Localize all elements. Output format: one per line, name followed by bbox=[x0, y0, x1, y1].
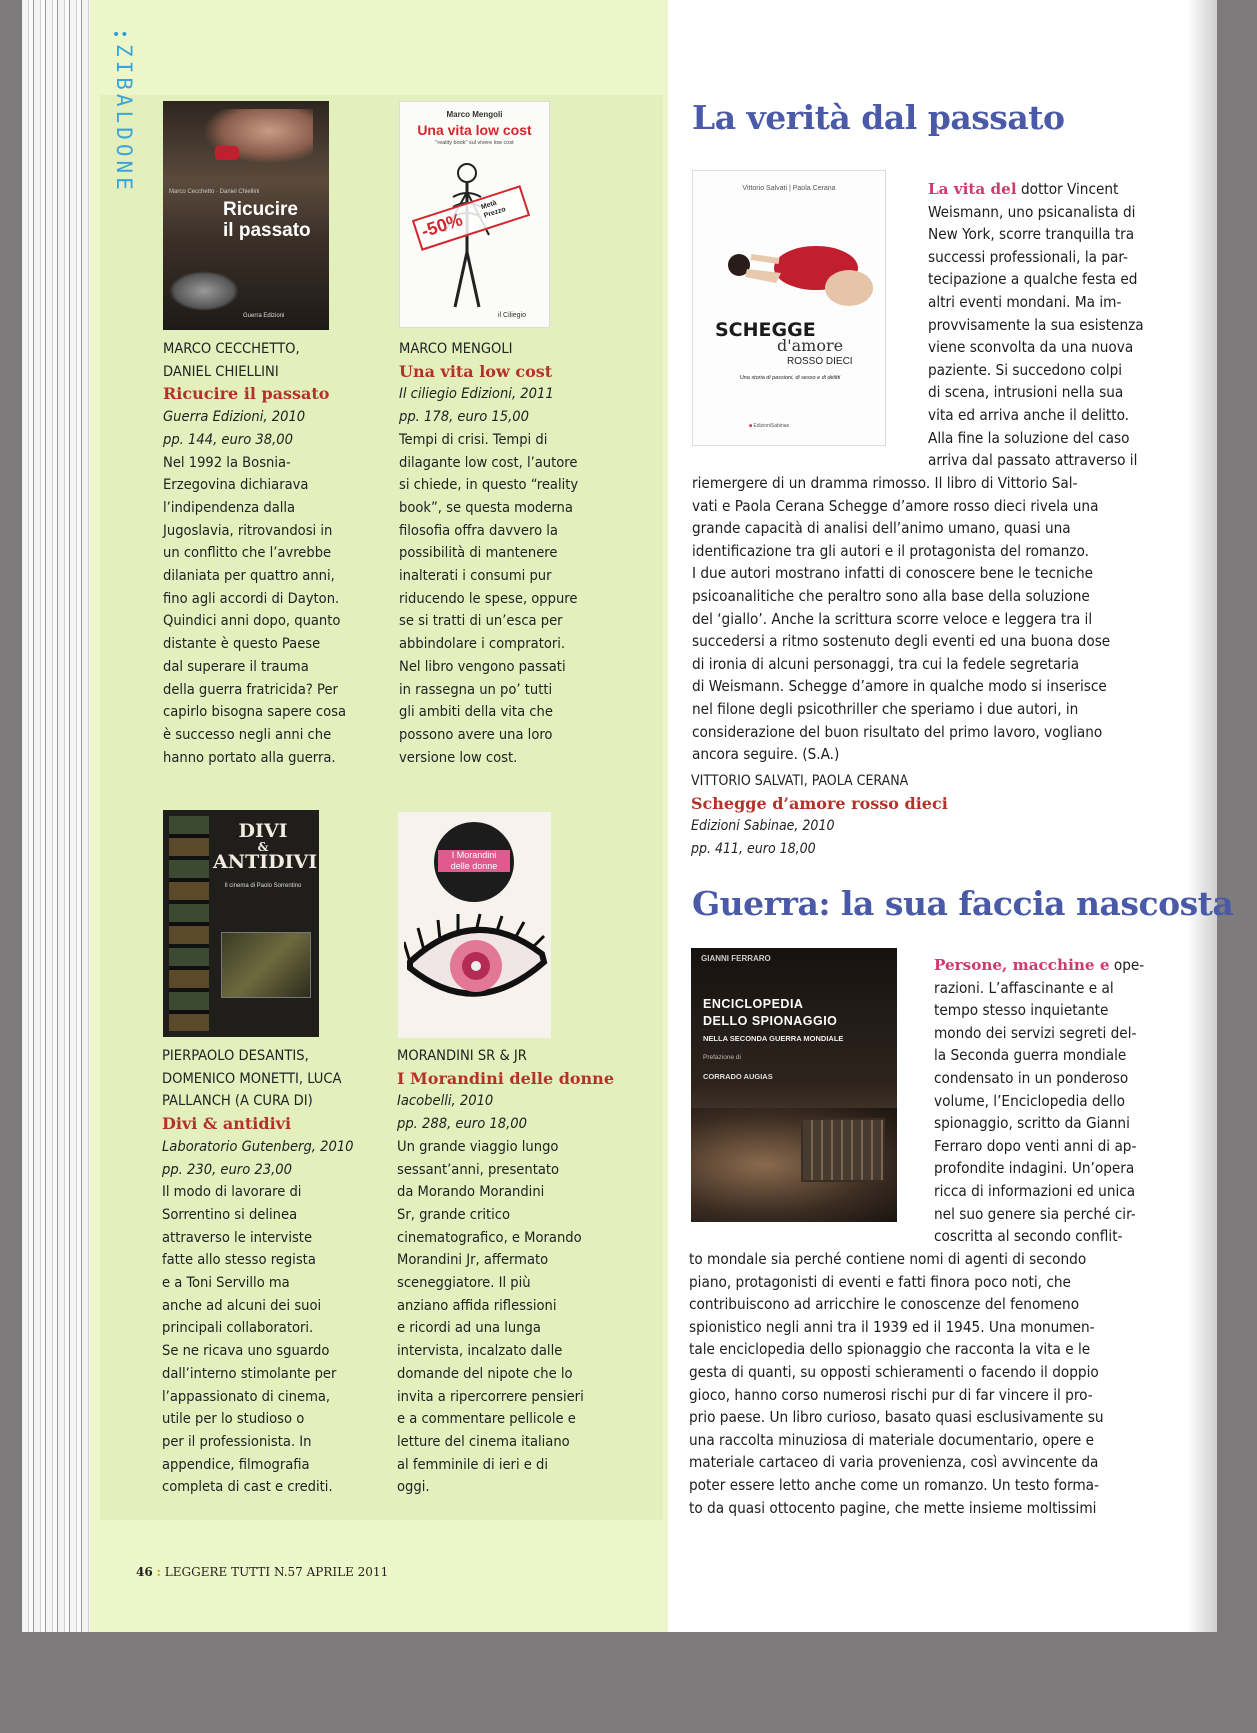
book-description: Tempi di crisi. Tempi di dilagante low cost, l’autore si chiede, in questo “reality book”, se questa moderna filosofia offra davvero la possibilità di mantenere inalterati i consumi pur riducendo le spese, oppure se si tratti di un’esca per abbindolare i compratori. Nel libro vengono passati in rassegna un po’ tutti gli ambiti della vita che possono avere una loro versione low cost. bbox=[399, 430, 579, 766]
page-spine bbox=[22, 0, 90, 1632]
article-text-wide: riemergere di un dramma rimosso. Il libro di Vittorio Sal- vati e Paola Cerana Schegge d’amore rosso dieci rivela una grande capacità di analisi dell’animo umano, quasi una identificazione tra gli autori e il protagonista del romanzo. I due autori mostrano infatti di conoscere bene le tecniche psicoanalitiche che peraltro sono alla base della soluzione del ‘giallo’. Anche la scrittura scorre veloce e leggera tra il succedersi a ritmo sostenuto degli eventi ed una buona dose di ironia di alcuni personaggi, tra cui la fedele segretaria di Weismann. Schegge d’amore in qualche modo si inserisce nel filone degli psicothriller che speriamo i due autori, in considerazione del buon risultato del primo lavoro, vogliano ancora seguire. (S.A.) bbox=[692, 474, 1111, 764]
radio-equipment-image bbox=[801, 1118, 885, 1182]
credit-publisher: Edizioni Sabinae, 2010 bbox=[691, 818, 835, 835]
publisher-logo-icon: ■ bbox=[749, 423, 753, 429]
cover-title: Una vita low cost bbox=[417, 122, 532, 138]
page-number: 46 bbox=[136, 1565, 153, 1579]
book-cover-ricucire bbox=[163, 101, 329, 330]
cover-author: GIANNI FERRARO bbox=[701, 954, 771, 963]
book-entry-morandini bbox=[397, 1045, 617, 1499]
page-edge-shadow bbox=[1187, 0, 1217, 1632]
article-headline: La verità dal passato bbox=[692, 98, 1065, 137]
section-dots: •• bbox=[112, 27, 129, 43]
article-text-narrow: Persone, macchine e ope- razioni. L’affascinante e al tempo stesso inquietante mondo dei servizi segreti del- la Seconda guerra mondiale condensato in un ponderoso volume, l’Enciclopedia dello spionaggio, scritto da Gianni Ferraro dopo venti anni di ap- profondite indagini. Un’opera ricca di informazioni ed unica nel suo genere sia perché cir- coscritta al secondo conflit- bbox=[934, 956, 1145, 1246]
article-headline: Guerra: la sua faccia nascosta bbox=[692, 884, 1234, 923]
cover-tagline: Una storia di passioni, di sesso e di delitti bbox=[739, 375, 841, 381]
article-text-wide: to mondale sia perché contiene nomi di agenti di secondo piano, protagonisti di eventi e fatti finora poco noti, che contribuiscono ad arricchire le conoscenze del fenomeno spionistico negli anni tra il 1939 ed il 1945. Una monumen- tale enciclopedia dello spionaggio che racconta la vita e le gesta di quanti, su opposti schieramenti o facendo il doppio gioco, hanno corso numerosi rischi pur di far vincere il pro- prio paese. Un libro curioso, basato quasi esclusivamente su una raccolta minuziosa di materiale documentario, opere e materiale cartaceo di varia provenienza, così avvincente da poter essere letto anche come un romanzo. Un testo forma- to da quasi ottocento pagine, che mette insieme moltissimi bbox=[689, 1250, 1104, 1517]
cover-title: ENCICLOPEDIA DELLO SPIONAGGIO bbox=[703, 997, 838, 1028]
cover-title: SCHEGGE bbox=[715, 319, 816, 341]
book-details: pp. 178, euro 15,00 bbox=[399, 408, 529, 426]
book-author: PIERPAOLO DESANTIS, bbox=[162, 1047, 309, 1064]
book-author: PALLANCH (A CURA DI) bbox=[162, 1092, 313, 1110]
book-author: MARCO MENGOLI bbox=[399, 340, 513, 357]
cover-author: Marco Mengoli bbox=[446, 110, 503, 119]
cover-authors: Vittorio Salvati | Paola Cerana bbox=[742, 185, 836, 192]
book-entry-vita-low-cost bbox=[399, 338, 609, 769]
book-cover-schegge bbox=[692, 170, 886, 446]
credit-author: VITTORIO SALVATI, PAOLA CERANA bbox=[691, 773, 909, 789]
book-cover-divi-antidivi bbox=[163, 810, 319, 1037]
eye-illustration bbox=[404, 912, 548, 1022]
article-text-narrow: La vita del dottor Vincent Weismann, uno psicanalista di New York, scorre tranquilla tra successi professionali, la par- tecipazione a qualche festa ed altri eventi mondani. Ma im- provvisamente la sua esistenza viene sconvolta da una nuova paziente. Si succedono colpi di scena, intrusioni nella sua vita ed arriva anche il delitto. Alla fine la soluzione del caso arriva dal passato attraverso il bbox=[928, 180, 1144, 470]
cover-title: Ricucire il passato bbox=[223, 199, 311, 241]
cover-publisher: il Ciliegio bbox=[498, 312, 527, 319]
book-author: MORANDINI SR & JR bbox=[397, 1047, 527, 1064]
book-publisher: Laboratorio Gutenberg, 2010 bbox=[162, 1137, 354, 1155]
cover-authors: Marco Cecchetto · Daniel Chiellini bbox=[169, 189, 260, 195]
book-details: pp. 230, euro 23,00 bbox=[162, 1160, 292, 1178]
cover-preface-author: CORRADO AUGIAS bbox=[703, 1072, 773, 1081]
book-author: DOMENICO MONETTI, LUCA bbox=[162, 1069, 342, 1087]
section-title: ZIBALDONE bbox=[112, 44, 136, 194]
cover-badge bbox=[434, 822, 514, 902]
cover-title-line3: ROSSO DIECI bbox=[787, 356, 853, 367]
book-title: Ricucire il passato bbox=[163, 384, 330, 404]
article-lead: Persone, macchine e bbox=[934, 956, 1110, 974]
book-details: pp. 144, euro 38,00 bbox=[163, 430, 293, 448]
book-title: I Morandini delle donne bbox=[397, 1068, 614, 1088]
book-publisher: Iacobelli, 2010 bbox=[397, 1092, 494, 1110]
book-cover-enciclopedia bbox=[691, 948, 897, 1222]
page-footer bbox=[136, 1565, 388, 1579]
book-publisher: Il ciliegio Edizioni, 2011 bbox=[399, 385, 554, 403]
book-description: Nel 1992 la Bosnia- Erzegovina dichiarava l’indipendenza dalla Jugoslavia, ritrovandosi in un conflitto che l’avrebbe dilaniata per quattro anni, fino agli accordi di Dayton. Quindici anni dopo, quanto distante è questo Paese dal superare il trauma della guerra fratricida? Per capirlo bisogna sapere cosa è successo negli anni che hanno portato alla guerra. bbox=[163, 453, 346, 766]
cover-title-line2: d'amore bbox=[777, 336, 844, 355]
cover-subtitle: Il cinema di Paolo Sorrentino bbox=[224, 883, 302, 889]
cover-subtitle: NELLA SECONDA GUERRA MONDIALE bbox=[703, 1034, 844, 1043]
footer-separator: : bbox=[156, 1565, 161, 1579]
magazine-issue: LEGGERE TUTTI N.57 APRILE 2011 bbox=[164, 1565, 389, 1579]
article-lead: La vita del bbox=[928, 180, 1017, 198]
book-publisher: Guerra Edizioni, 2010 bbox=[163, 408, 306, 426]
cover-publisher: Guerra Edizioni bbox=[243, 313, 285, 319]
cover-preface-label: Prefazione di bbox=[703, 1054, 741, 1061]
book-title: Divi & antidivi bbox=[162, 1114, 292, 1134]
book-author: MARCO CECCHETTO, bbox=[163, 340, 300, 357]
credit-title: Schegge d’amore rosso dieci bbox=[691, 793, 948, 813]
cover-subtitle: "reality book" sul vivere low cost bbox=[435, 140, 514, 146]
book-entry-divi-antidivi bbox=[162, 1045, 382, 1499]
book-details: pp. 288, euro 18,00 bbox=[397, 1115, 527, 1133]
cover-title: I Morandini delle donne bbox=[438, 850, 510, 872]
book-description: Un grande viaggio lungo sessant’anni, presentato da Morando Morandini Sr, grande critico cinematografico, e Morando Morandini Jr, affermato sceneggiatore. Il più anziano affida riflessioni e ricordi ad una lunga intervista, incalzato dalle domande del nipote che lo invita a ripercorrere pensieri e a commentare pellicole e letture del cinema italiano al femminile di ieri e di oggi. bbox=[397, 1137, 584, 1496]
book-cover-vita-low-cost bbox=[399, 101, 550, 328]
article-book-credit bbox=[691, 770, 1091, 860]
book-entry-ricucire bbox=[163, 338, 373, 769]
book-cover-morandini bbox=[398, 812, 551, 1038]
film-strip-image bbox=[169, 816, 209, 1031]
cover-title: DIVI & ANTIDIVI bbox=[213, 820, 318, 873]
director-photo bbox=[221, 932, 311, 998]
red-cup bbox=[215, 146, 239, 160]
credit-details: pp. 411, euro 18,00 bbox=[691, 840, 816, 857]
woman-illustration bbox=[711, 233, 877, 318]
cover-publisher: ■ EdizioniSabinae bbox=[749, 423, 790, 429]
discount-badge: -50% Metà Prezzo bbox=[412, 185, 530, 251]
book-description: Il modo di lavorare di Sorrentino si delinea attraverso le interviste fatte allo stesso regista e a Toni Servillo ma anche ad alcuni dei suoi principali collaboratori. Se ne ricava uno sguardo dall’interno stimolante per l’appassionato di cinema, utile per lo studioso o per il professionista. In appendice, filmografia completa di cast e crediti. bbox=[162, 1183, 337, 1496]
section-label bbox=[104, 27, 136, 230]
book-title: Una vita low cost bbox=[399, 361, 553, 381]
ashtray-image bbox=[169, 271, 239, 311]
book-author: DANIEL CHIELLINI bbox=[163, 362, 279, 380]
